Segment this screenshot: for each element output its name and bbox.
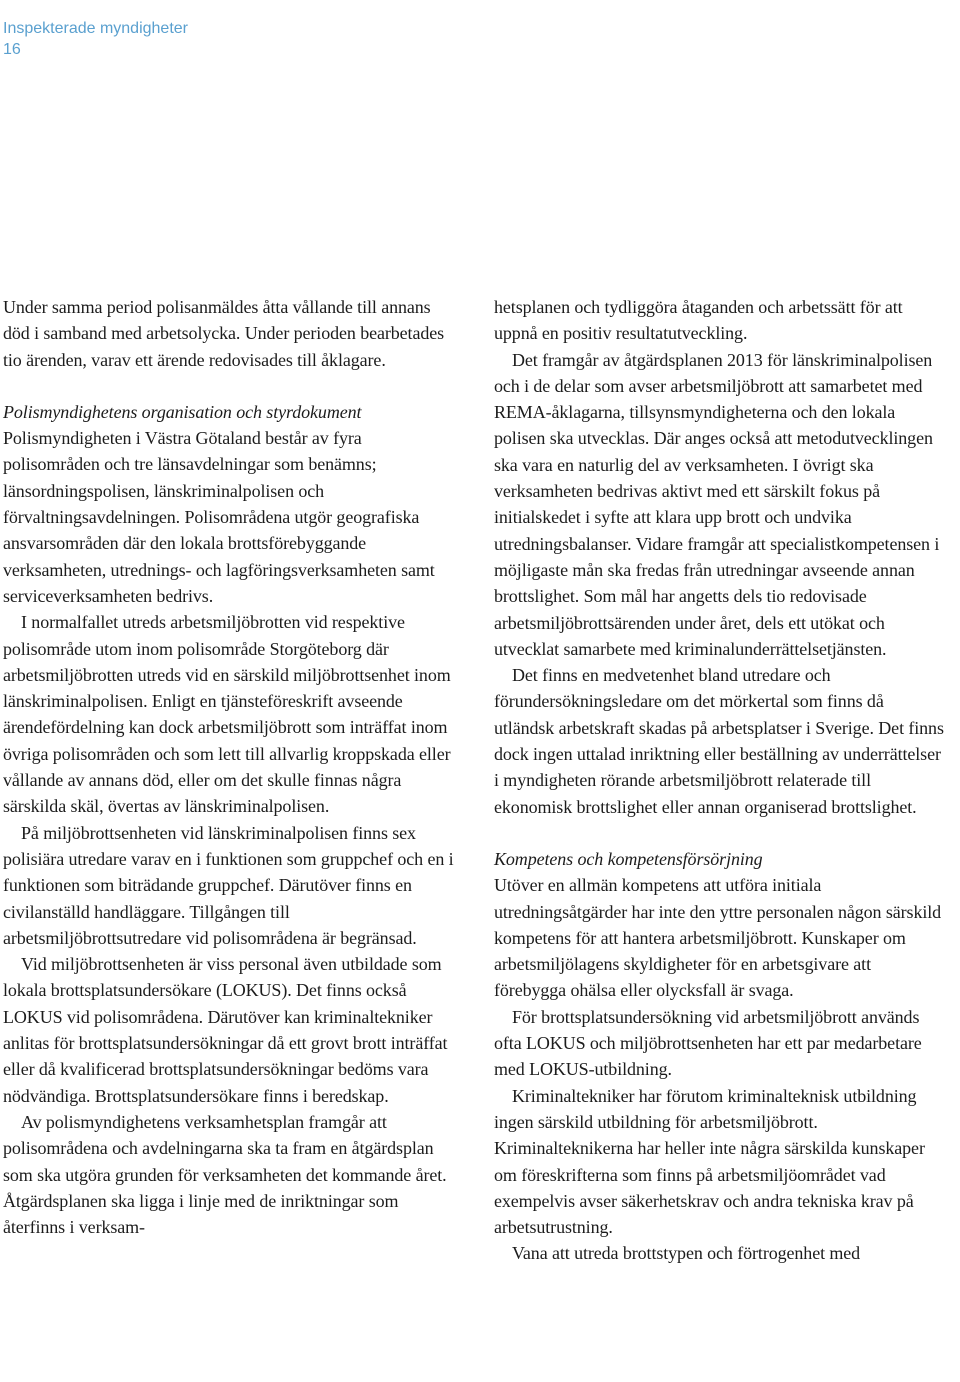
paragraph: I normalfallet utreds arbetsmiljöbrotten vid respektive polisområde utom inom polisområde Storgöteborg där arbetsmiljöbrotten utreds vid en särskild miljöbrottsenhet inom länskriminalpolisen. Enligt en tjänsteföreskrift avseende ärendefördelning kan dock arbetsmiljöbrott som inträffat inom övriga polisområden och som lett till allvarlig kroppskada eller vållande av annans död, eller om det skulle finnas några särskilda skäl, övertas av länskriminalpolisen. xyxy=(3,612,451,817)
paragraph: Av polismyndighetens verksamhetsplan framgår att polisområdena och avdelningarna ska ta fram en åtgärdsplan som ska utgöra grunden för verksamheten det kommande året. Åtgärdsplanen ska ligga i linje med de inriktningar som återfinns i verksam- xyxy=(3,1111,447,1238)
paragraph: För brottsplatsundersökning vid arbetsmiljöbrott används ofta LOKUS och miljöbrottsenheten har ett par medarbetare med LOKUS-utbildning. xyxy=(494,1006,922,1080)
paragraph: Kriminaltekniker har förutom kriminalteknisk utbildning ingen särskild utbildning för arbetsmiljöbrott. Kriminalteknikerna har heller inte några särskilda kunskaper om föreskrifterna som finns på arbetsmiljöområdet vad exempelvis avser säkerhetskrav och andra tekniska krav på arbetsutrustning. xyxy=(494,1085,925,1238)
paragraph: Det finns en medvetenhet bland utredare och förundersökningsledare om det mörkertal som finns då utländsk arbetskraft skadas på arbetsplatser i Sverige. Det finns dock ingen uttalad inriktning eller beställning av underrättelser i myndigheten rörande arbetsmiljöbrott relaterade till ekonomisk brottslighet eller annan organiserad brottslighet. xyxy=(494,665,944,817)
paragraph: Polismyndigheten i Västra Götaland består av fyra polisområden och tre länsavdelningar som benämns; länsordningspolisen, länskriminalpolisen och förvaltningsavdelningen. Polisområdena utgör geografiska ansvarsområden där den lokala brottsförebyggande verksamheten, utrednings- och lagföringsverksamheten samt serviceverksamheten bedrivs. xyxy=(3,428,435,606)
section-title: Inspekterade myndigheter xyxy=(3,20,188,37)
paragraph: Vid miljöbrottsenheten är viss personal även utbildade som lokala brottsplatsundersökare (LOKUS). Det finns också LOKUS vid polisområdena. Därutöver kan kriminaltekniker anlitas för brottsplatsundersökningar då ett grovt brott inträffat eller då kvalificerad brottsplatsundersökningar bedöms vara nödvändiga. Brottsplatsundersökare finns i beredskap. xyxy=(3,954,448,1106)
running-header xyxy=(3,18,188,60)
paragraph: hetsplanen och tydliggöra åtaganden och arbetssätt för att uppnå en positiv resultatutveckling. xyxy=(494,297,903,344)
paragraph: Utöver en allmän kompetens att utföra initiala utredningsåtgärder har inte den yttre personalen någon särskild kompetens för att hantera arbetsmiljöbrott. Kunskaper om arbetsmiljölagens skyldigheter för en arbetsgivare att förebygga ohälsa eller olycksfall är svaga. xyxy=(494,875,942,1001)
right-column xyxy=(494,294,946,1267)
page-number: 16 xyxy=(3,41,21,58)
paragraph: Vana att utreda brottstypen och förtrogenhet med xyxy=(512,1243,861,1264)
left-column xyxy=(3,294,455,1240)
paragraph: Under samma period polisanmäldes åtta vållande till annans död i samband med arbetsolycka. Under perioden bearbetades tio ärenden, varav ett ärende redovisades till åklagare. xyxy=(3,297,445,370)
section-heading: Kompetens och kompetensförsörjning xyxy=(494,848,763,869)
paragraph: På miljöbrottsenheten vid länskriminalpolisen finns sex polisiära utredare varav en i funktionen som gruppchef och en i funktionen som biträdande gruppchef. Därutöver finns en civilanställd handläggare. Tillgången till arbetsmiljöbrottsutredare vid polisområdena är begränsad. xyxy=(3,822,454,948)
section-heading: Polismyndighetens organisation och styrdokument xyxy=(3,401,362,422)
paragraph: Det framgår av åtgärdsplanen 2013 för länskriminalpolisen och i de delar som avser arbetsmiljöbrott att samarbetet med REMA-åklagarna, tillsynsmyndigheterna och den lokala polisen ska utvecklas. Där anges också att metodutvecklingen ska vara en naturlig del av verksamheten. I övrigt ska verksamheten bedrivas aktivt med ett särskilt fokus på initialskedet i syfte att klara upp brott och undvika utredningsbalanser. Vidare framgår att specialistkompetensen i möjligaste mån ska fredas från utredningar avseende annan brottslighet. Som mål har angetts dels tio redovisade arbetsmiljöbrottsärenden under året, dels ett utökat och utvecklat samarbete med kriminalunderrättelsetjänsten. xyxy=(494,349,940,659)
